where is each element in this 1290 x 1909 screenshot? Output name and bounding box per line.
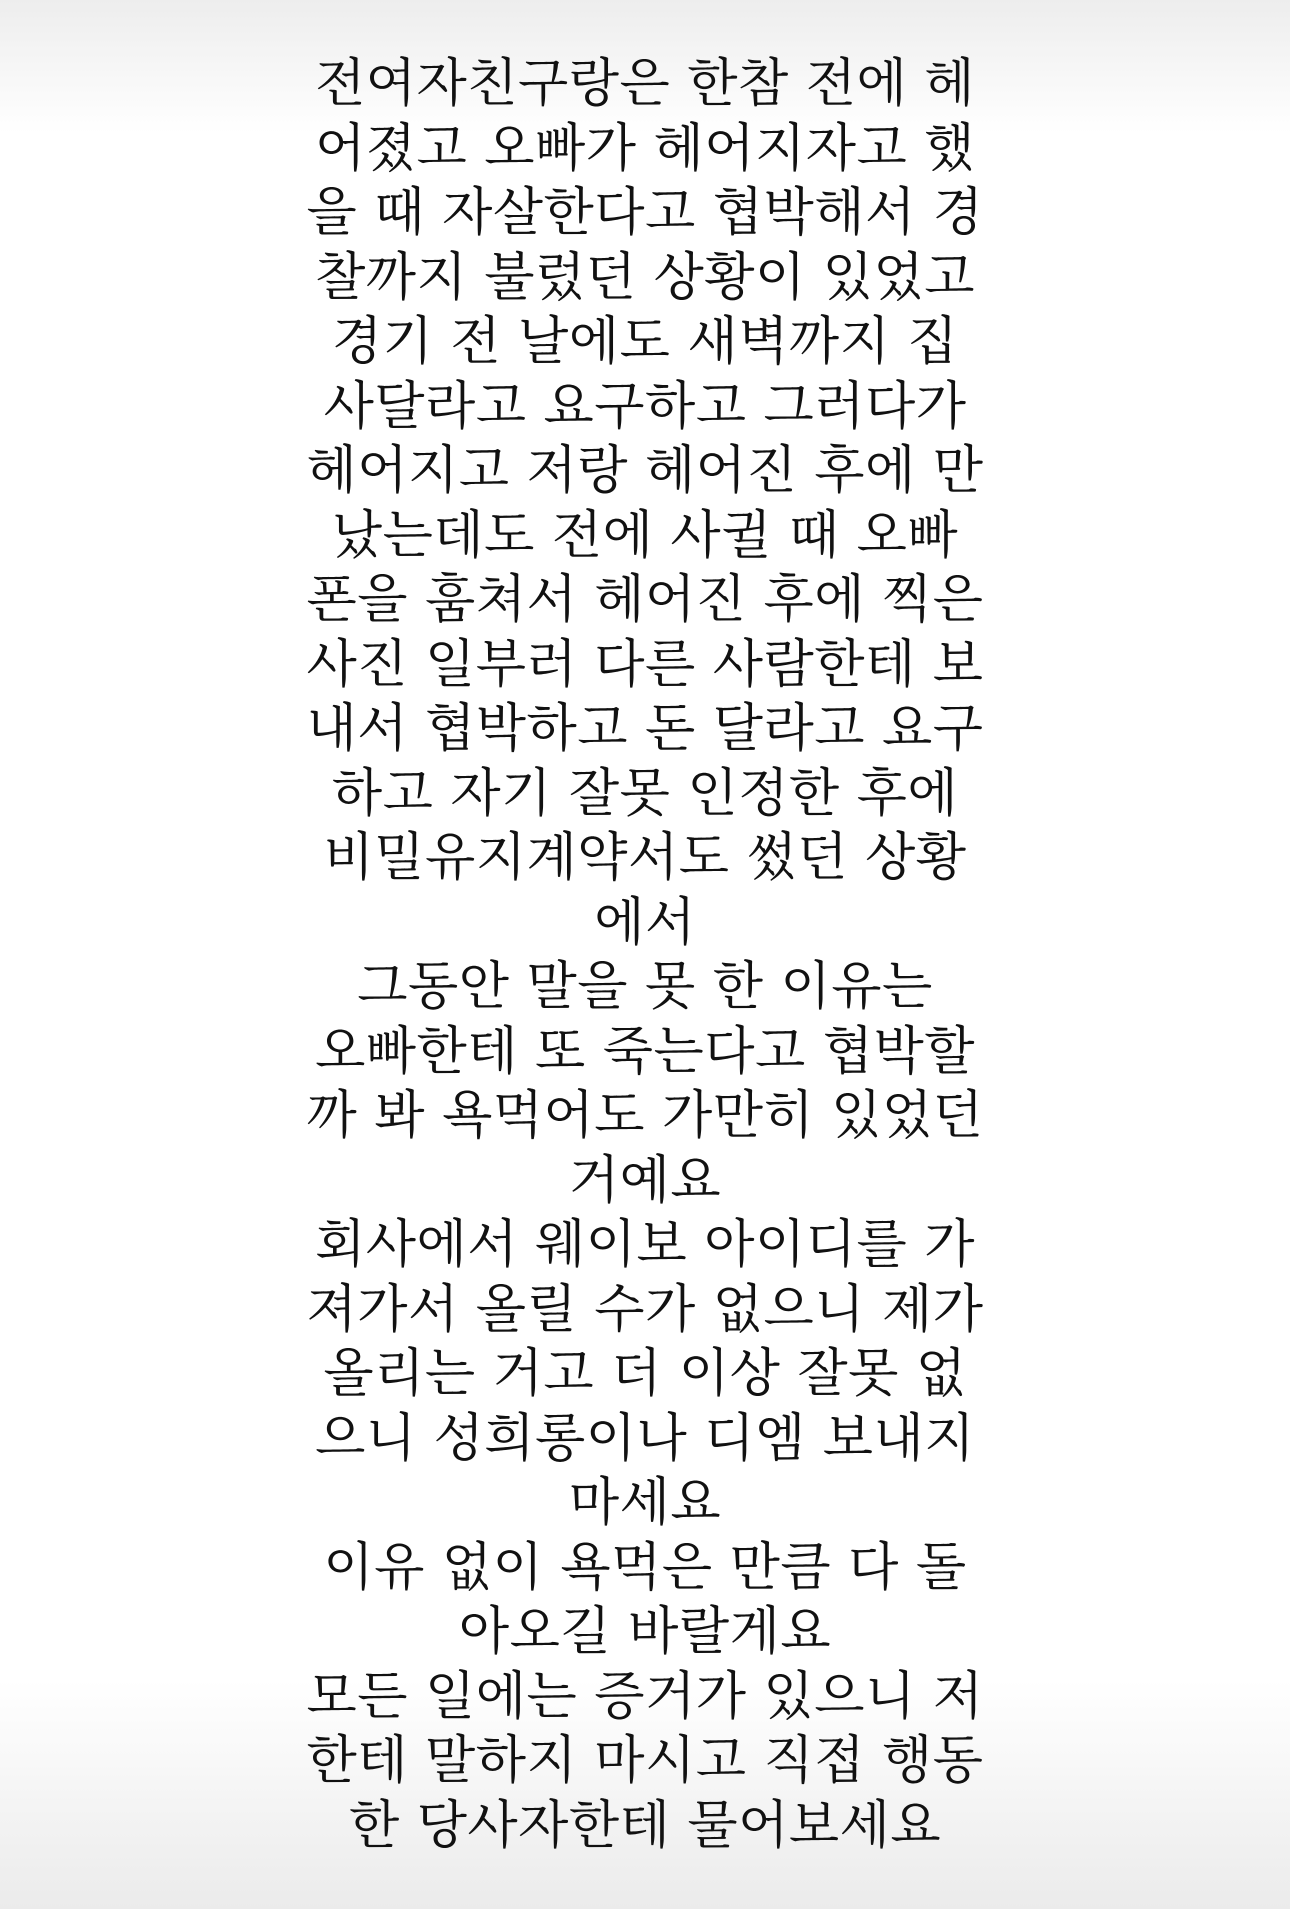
story-line: 사진 일부러 다른 사람한테 보 — [306, 634, 984, 695]
story-line: 모든 일에는 증거가 있으니 저 — [306, 1666, 984, 1727]
story-line: 어졌고 오빠가 헤어지자고 했 — [315, 118, 975, 179]
story-line: 을 때 자살한다고 협박해서 경 — [306, 183, 984, 243]
story-line: 찰까지 불렀던 상황이 있었고 — [315, 247, 975, 308]
story-line: 하고 자기 잘못 인정한 후에 — [331, 763, 959, 824]
story-line: 에서 — [594, 892, 696, 953]
story-line: 오빠한테 또 죽는다고 협박할 — [315, 1021, 975, 1082]
story-line: 사달라고 요구하고 그러다가 — [323, 376, 967, 437]
story-line: 까 봐 욕먹어도 가만히 있었던 — [306, 1086, 984, 1146]
story-line: 마세요 — [568, 1473, 722, 1533]
story-line: 아오길 바랄게요 — [458, 1602, 832, 1662]
story-line: 내서 협박하고 돈 달라고 요구 — [306, 699, 984, 759]
story-line: 거예요 — [568, 1150, 722, 1211]
story-line: 이유 없이 욕먹은 만큼 다 돌 — [323, 1537, 967, 1598]
story-line: 전여자친구랑은 한참 전에 헤 — [315, 54, 975, 114]
story-line: 경기 전 날에도 새벽까지 집 — [331, 312, 959, 372]
story-line: 올리는 거고 더 이상 잘못 없 — [323, 1344, 967, 1404]
story-line: 비밀유지계약서도 썼던 상황 — [323, 828, 967, 888]
story-text-block — [0, 52, 1290, 1858]
story-line: 한 당사자한테 물어보세요 — [348, 1795, 942, 1856]
story-line: 한테 말하지 마시고 직접 행동 — [306, 1731, 984, 1791]
story-line: 회사에서 웨이보 아이디를 가 — [315, 1215, 975, 1275]
story-line: 져가서 올릴 수가 없으니 제가 — [306, 1279, 984, 1340]
story-line: 났는데도 전에 사귈 때 오빠 — [331, 505, 959, 566]
story-line: 으니 성희롱이나 디엠 보내지 — [315, 1408, 975, 1469]
story-line: 헤어지고 저랑 헤어진 후에 만 — [306, 441, 984, 501]
story-line: 폰을 훔쳐서 헤어진 후에 찍은 — [306, 570, 984, 630]
story-line: 그동안 말을 못 한 이유는 — [357, 957, 933, 1017]
